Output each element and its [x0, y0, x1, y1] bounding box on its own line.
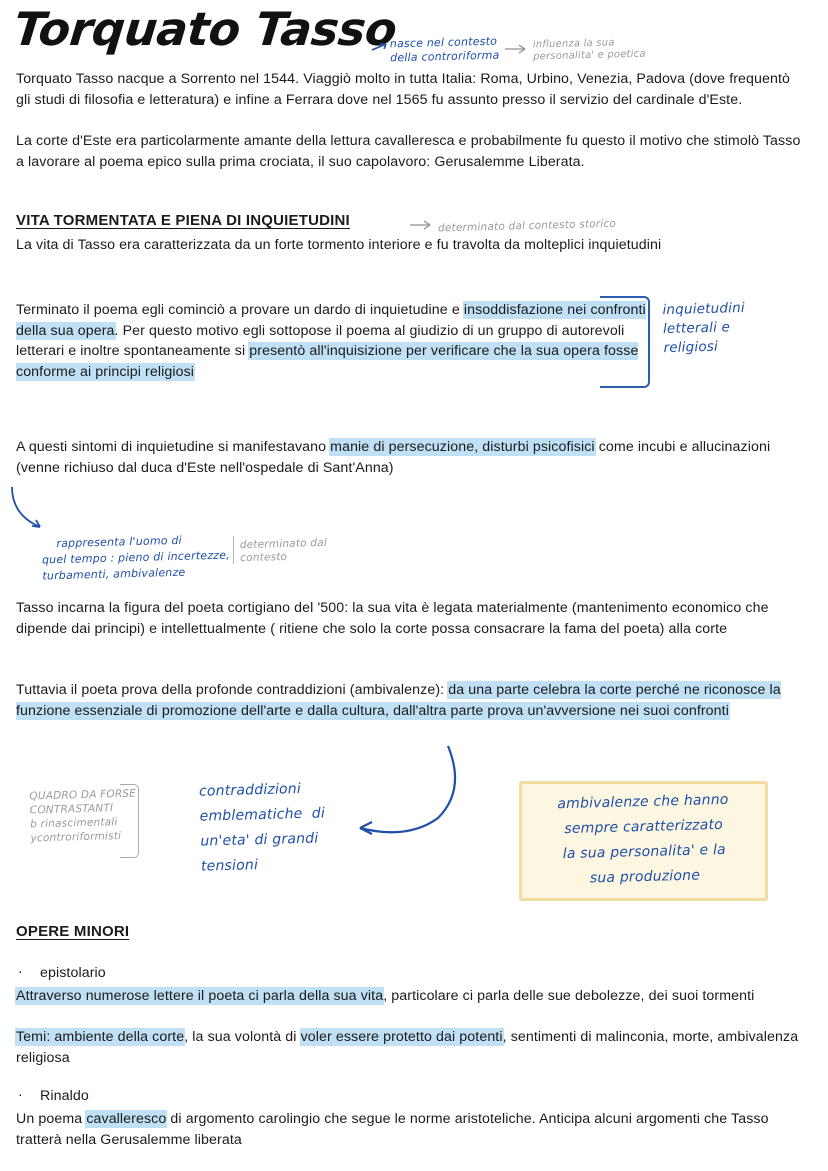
annotation-influenza-personalita: influenza la sua personalita' e poetica [532, 37, 646, 63]
paragraph-tormento-interiore: La vita di Tasso era caratterizzata da un forte tormento interiore e fu travolta da molteplici inquietudini [16, 237, 662, 253]
paragraph-biografia: Torquato Tasso nacque a Sorrento nel 1544. Viaggiò molto in tutta Italia: Roma, Urbino, Venezia, Padova (dove frequentò gli studi di filosofia e letteratura) e infine a Ferrara dove nel 1565 fu assunto presso il servizio del cardinale d'Este. [16, 71, 791, 108]
annotation-contesto-controriforma: nasce nel contesto della controriforma [389, 34, 500, 65]
p4-part-b: insoddisfazione nei confronti della sua opera [16, 302, 646, 339]
p4-part-c: . Per questo motivo egli sottopose il poema al giudizio di un gruppo di autorevoli letterari e inoltre spontaneamente si [16, 322, 625, 359]
p7-part-b: da una parte celebra la corte perché ne riconosce la funzione essenziale di promozione dell'arte e dalla cultura, dall'altra parte prova un'avversione nei suoi confronti [16, 682, 781, 719]
p5-part-b: manie di persecuzione, disturbi psicofisici [330, 439, 595, 455]
paragraph-poeta-cortigiano: Tasso incarna la figura del poeta cortigiano del '500: la sua vita è legata materialmente (mantenimento economico che dipende dai principi) e intellettualmente ( ritiene che solo la corte possa consacrare la fama del poeta) alla corte [16, 600, 769, 637]
arrow-contraddizioni-icon [338, 740, 458, 850]
p9-part-b: cavalleresco [86, 1111, 167, 1127]
divider-gray-vertical [233, 536, 234, 564]
bullet-label-rinaldo: Rinaldo [40, 1088, 89, 1104]
p8-part-e: voler essere protetto dai potenti [300, 1029, 503, 1045]
p4-part-d: presentò all'inquisizione per verificare che la sua opera fosse conforme ai principi religiosi [16, 343, 639, 380]
paragraph-epistolario-2 [16, 1027, 806, 1068]
annotation-ambivalenze: ambivalenze che hanno sempre caratterizzato la sua personalita' e la sua produzione [557, 791, 729, 887]
p5-part-c: come incubi e allucinazioni (venne richiuso dal duca d'Este nell'ospedale di Sant'Anna) [16, 439, 771, 476]
p9-part-a: Un poema [16, 1111, 87, 1127]
p8-part-c: Temi: ambiente della corte [16, 1029, 185, 1045]
annotation-determinato-contesto: determinato dal contesto [239, 536, 328, 565]
annotation-determinato-contesto-storico: determinato dal contesto storico [437, 217, 617, 235]
page-title: Torquato Tasso [11, 2, 400, 56]
heading-vita-tormentata: VITA TORMENTATA E PIENA DI INQUIETUDINI [16, 212, 350, 229]
p8-part-d: , la sua volontà di [184, 1029, 301, 1045]
bracket-inquietudini [600, 296, 650, 388]
p8-part-a: Attraverso numerose lettere il poeta ci parla della sua vita [16, 988, 384, 1004]
annotation-inquietudini-letterali: inquietudini letterali e religiosi [662, 299, 746, 357]
paragraph-rinaldo [16, 1109, 806, 1150]
p8-part-f: , sentimenti di malinconia, morte, ambivalenza religiosa [16, 1029, 799, 1066]
bullet-marker-2: · [18, 1086, 23, 1102]
arrow-heading1-icon [410, 218, 436, 232]
annotation-rappresenta-line: rappresenta l'uomo di quel tempo : pieno di incertezze, turbamenti, ambivalenze [41, 533, 231, 583]
p8-part-b: , particolare ci parla delle sue debolezze, dei suoi tormenti [383, 988, 755, 1004]
bracket-gray-right [120, 784, 139, 858]
paragraph-manie-persecuzione [16, 437, 806, 478]
paragraph-epistolario-1 [16, 986, 796, 1007]
annotation-contraddizioni-emblematiche: contraddizioni emblematiche di un'eta' di grandi tensioni [198, 780, 326, 875]
annotation-quadro-forze: QUADRO DA FORSE CONTRASTANTI b rinascimentali ycontroriformisti [29, 787, 137, 845]
bullet-marker-1: · [18, 963, 23, 979]
p9-part-c: di argomento carolingio che segue le norme aristoteliche. Anticipa alcuni argomenti che Tasso tratterà nella Gerusalemme liberata [16, 1111, 769, 1148]
bullet-label-epistolario: epistolario [40, 965, 106, 981]
p4-part-a: Terminato il poema egli cominciò a provare un dardo di inquietudine e [16, 302, 464, 318]
annotation-rappresenta-uomo [41, 516, 231, 601]
paragraph-corte-este: La corte d'Este era particolarmente amante della lettura cavalleresca e probabilmente fu questo il motivo che stimolò Tasso a lavorare al poema epico sulla prima crociata, il suo capolavoro: Gerusalemme Liberata. [16, 133, 801, 170]
arrow-top-right-icon [505, 42, 531, 56]
heading-opere-minori: OPERE MINORI [16, 923, 130, 940]
paragraph-inquietudine-opera [16, 300, 646, 382]
p7-part-a: Tuttavia il poeta prova della profonde contraddizioni (ambivalenze): [16, 682, 449, 698]
paragraph-contraddizioni [16, 680, 806, 721]
p5-part-a: A questi sintomi di inquietudine si manifestavano [16, 439, 331, 455]
